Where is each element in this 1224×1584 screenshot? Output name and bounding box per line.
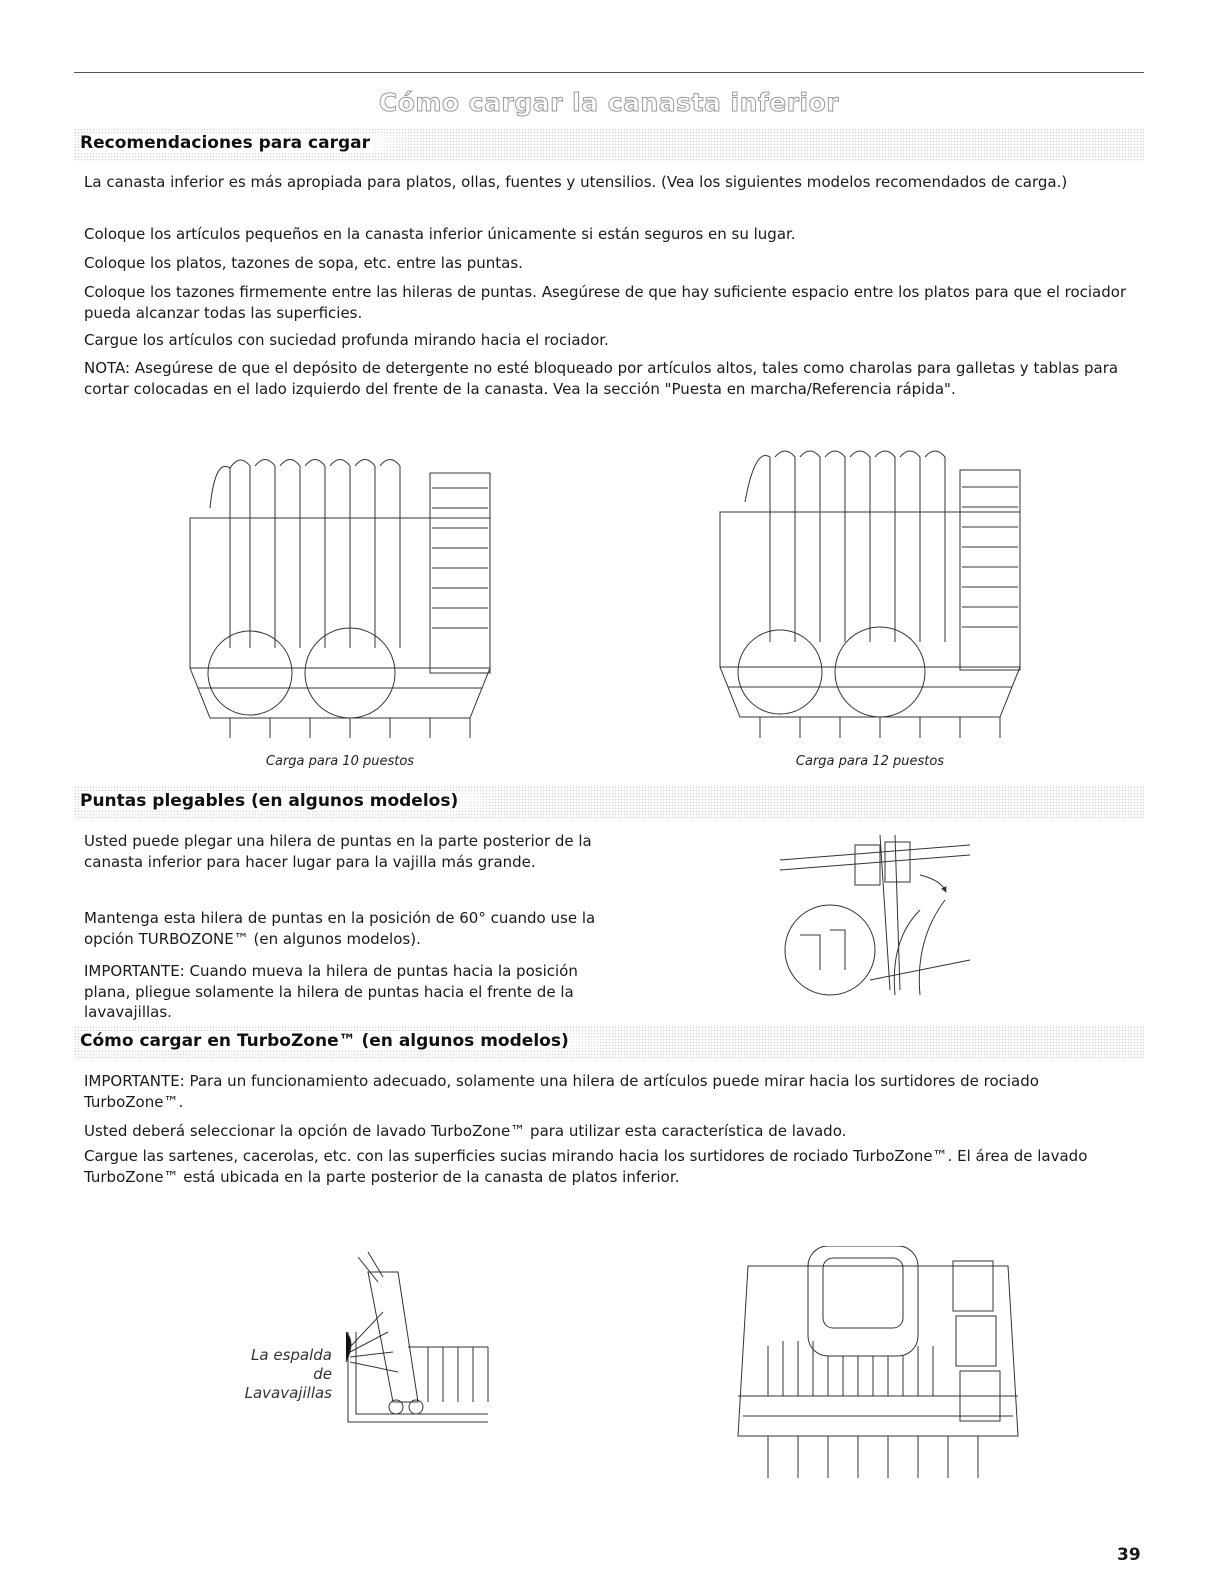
figure-label-line: Lavavajillas [244,1384,332,1402]
caption-10-place: Carga para 10 puestos [265,754,415,769]
paragraph: IMPORTANTE: Cuando mueva la hilera de puntas hacia la posición plana, pliegue solamente la hilera de puntas hacia el frente de la lavavajillas. [84,962,578,1021]
top-rule [74,72,1144,73]
plates [210,460,400,649]
turbozone-side-illustration [338,1252,490,1432]
paragraph: Coloque los tazones firmemente entre las hileras de puntas. Asegúrese de que hay suficiente espacio entre los platos para que el rociador pueda alcanzar todas las superficies. [84,283,1127,322]
section-heading-recomendaciones [74,128,1144,162]
paragraph: IMPORTANTE: Para un funcionamiento adecuado, solamente una hilera de artículos puede mirar hacia los surtidores de rociado TurboZone™. [84,1072,1039,1111]
page-title: Cómo cargar la canasta inferior [378,88,840,117]
turbozone-basket-illustration [728,1246,1028,1478]
basket-12-place-illustration [700,442,1040,738]
paragraph: Coloque los platos, tazones de sopa, etc. entre las puntas. [84,254,523,272]
basket-10-place-illustration [170,448,510,738]
paragraph: Coloque los artículos pequeños en la canasta inferior únicamente si están seguros en su lugar. [84,225,796,243]
section-heading-text: Recomendaciones para cargar [80,133,410,153]
paragraph: La canasta inferior es más apropiada para platos, ollas, fuentes y utensilios. (Vea los siguientes modelos recomendados de carga.) [84,173,1068,191]
paragraph: Usted deberá seleccionar la opción de lavado TurboZone™ para utilizar esta característica de lavado. [84,1122,847,1140]
paragraph: Cargue las sartenes, cacerolas, etc. con las superficies sucias mirando hacia los surtidores de rociado TurboZone™. El área de lavado TurboZone™ está ubicada en la parte posterior de la canasta de platos inferior. [84,1147,1088,1186]
section-heading-turbozone [74,1026,1144,1060]
section-heading-puntas-plegables [74,786,1144,820]
figure-label-line: La espalda [251,1346,332,1364]
section-heading-text: Puntas plegables (en algunos modelos) [80,791,498,811]
figure-label [232,1346,332,1403]
section-heading-text: Cómo cargar en TurboZone™ (en algunos modelos) [80,1031,609,1051]
paragraph: Mantenga esta hilera de puntas en la posición de 60° cuando use la opción TURBOZONE™ (en algunos modelos). [84,909,596,948]
paragraph: Usted puede plegar una hilera de puntas en la parte posterior de la canasta inferior para hacer lugar para la vajilla más grande. [84,832,592,871]
paragraph: Cargue los artículos con suciedad profunda mirando hacia el rociador. [84,331,609,349]
page-number: 39 [1117,1545,1141,1565]
paragraph-note: NOTA: Asegúrese de que el depósito de detergente no esté bloqueado por artículos altos, tales como charolas para galletas y tablas para cortar colocadas en el lado izquierdo del frente de la canasta. Vea la sección "Puesta en marcha/Referencia rápida". [84,359,1119,398]
plates [745,451,945,642]
caption-12-place: Carga para 12 puestos [795,754,945,769]
folding-tines-illustration [770,830,980,1000]
figure-label-line: de [313,1365,332,1383]
